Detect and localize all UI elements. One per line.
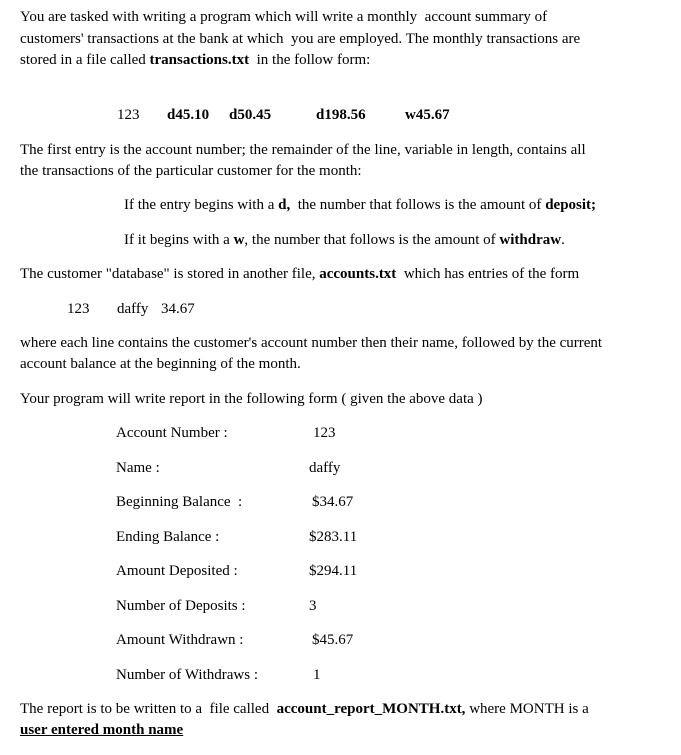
example-transaction-2: d50.45 — [229, 107, 272, 123]
deposit-rule: If the entry begins with a d, the number that follows is the amount of deposit; — [124, 197, 597, 213]
database-line: The customer "database" is stored in another file, accounts.txt which has entries of the form — [20, 266, 580, 282]
example-transaction-3: d198.56 — [316, 107, 366, 123]
report-label: Number of Withdraws : — [116, 667, 259, 683]
intro-line-2: customers' transactions at the bank at which you are employed. The monthly transactions are — [20, 31, 581, 47]
report-intro: Your program will write report in the following form ( given the above data ) — [20, 391, 483, 407]
report-value: 3 — [309, 598, 317, 614]
explain-line-2: the transactions of the particular customer for the month: — [20, 163, 362, 179]
transactions-filename: transactions.txt — [149, 52, 250, 68]
report-value: $34.67 — [312, 494, 354, 510]
deposit-letter: d, — [278, 197, 291, 213]
report-filename: account_report_MONTH.txt, — [276, 701, 466, 717]
report-value: $283.11 — [309, 529, 358, 545]
report-value: $45.67 — [312, 632, 354, 648]
report-value: 123 — [313, 425, 336, 441]
report-value: $294.11 — [309, 563, 358, 579]
accounts-example-number: 123 — [67, 301, 90, 317]
example-transaction-4: w45.67 — [405, 107, 450, 123]
closing-line-2 — [20, 721, 183, 740]
withdraw-word: withdraw — [499, 232, 562, 248]
withdraw-rule: If it begins with a w, the number that follows is the amount of withdraw. — [124, 232, 565, 248]
accounts-filename: accounts.txt — [319, 266, 397, 282]
example-transaction-1: d45.10 — [167, 107, 210, 123]
report-value: daffy — [309, 460, 341, 476]
month-name-emphasis: user entered month name — [20, 722, 184, 738]
explain-line-1: The first entry is the account number; the remainder of the line, variable in length, contains all — [20, 142, 586, 158]
intro-line-1: You are tasked with writing a program which will write a monthly account summary of — [20, 9, 548, 25]
closing-line-1: The report is to be written to a file called account_report_MONTH.txt, where MONTH is a — [20, 701, 589, 717]
report-value: 1 — [313, 667, 321, 683]
intro-line-3 — [20, 51, 370, 70]
report-label: Ending Balance : — [116, 529, 220, 545]
intro-line-3-pre: stored in a file called — [20, 52, 150, 68]
deposit-word: deposit; — [545, 197, 597, 213]
example-account-number: 123 — [117, 107, 140, 123]
each-line-1: where each line contains the customer's account number then their name, followed by the current — [20, 335, 603, 351]
withdraw-letter: w — [233, 232, 245, 248]
report-label: Account Number : — [116, 425, 228, 441]
each-line-2: account balance at the beginning of the month. — [20, 356, 301, 372]
report-label: Amount Withdrawn : — [116, 632, 244, 648]
report-label: Number of Deposits : — [116, 598, 246, 614]
report-label: Amount Deposited : — [116, 563, 238, 579]
intro-line-3-post: in the follow form: — [249, 52, 371, 68]
report-label: Name : — [116, 460, 160, 476]
accounts-example-name: daffy — [117, 301, 149, 317]
report-label: Beginning Balance : — [116, 494, 243, 510]
accounts-example-balance: 34.67 — [161, 301, 195, 317]
